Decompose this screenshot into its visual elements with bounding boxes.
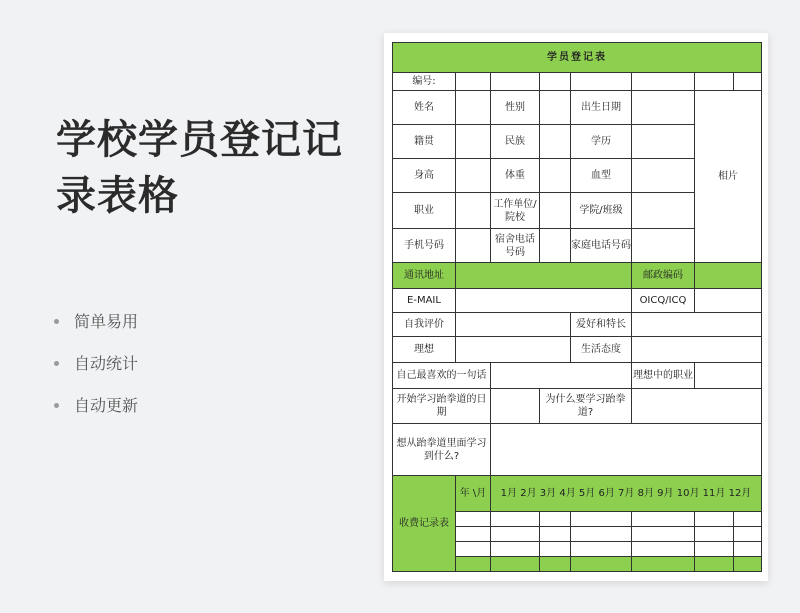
height-label: 身高 bbox=[393, 159, 456, 193]
college-class-value[interactable] bbox=[632, 193, 695, 229]
weight-label: 体重 bbox=[491, 159, 540, 193]
home-phone-label: 家庭电话号码 bbox=[571, 229, 632, 263]
fee-cell[interactable] bbox=[491, 512, 540, 527]
fee-cell[interactable] bbox=[571, 512, 632, 527]
postcode-value[interactable] bbox=[695, 263, 762, 289]
expect-learn-value[interactable] bbox=[491, 424, 762, 476]
feature-label: 自动统计 bbox=[74, 354, 139, 373]
attitude-label: 生活态度 bbox=[571, 337, 632, 363]
fee-cell[interactable] bbox=[695, 512, 734, 527]
month-label: 3月 bbox=[539, 488, 557, 499]
fee-cell[interactable] bbox=[695, 542, 734, 557]
education-value[interactable] bbox=[632, 125, 695, 159]
height-value[interactable] bbox=[456, 159, 491, 193]
bullet-dot-icon bbox=[54, 403, 59, 408]
feature-item bbox=[52, 308, 138, 350]
fee-cell[interactable] bbox=[571, 527, 632, 542]
fee-cell[interactable] bbox=[456, 542, 491, 557]
month-label: 8月 bbox=[637, 488, 654, 499]
weight-value[interactable] bbox=[540, 159, 571, 193]
feature-list bbox=[52, 308, 138, 434]
dorm-phone-label: 宿舍电话号码 bbox=[491, 229, 540, 263]
dorm-phone-value[interactable] bbox=[540, 229, 571, 263]
ethnicity-label: 民族 bbox=[491, 125, 540, 159]
bullet-dot-icon bbox=[54, 361, 59, 366]
ideal-value[interactable] bbox=[456, 337, 571, 363]
bullet-dot-icon bbox=[54, 319, 59, 324]
email-value[interactable] bbox=[456, 289, 632, 313]
start-date-label: 开始学习跆拳道的日期 bbox=[393, 389, 491, 424]
registration-form-table bbox=[392, 42, 762, 572]
month-label: 12月 bbox=[728, 488, 752, 499]
ideal-job-value[interactable] bbox=[695, 363, 762, 389]
ideal-label: 理想 bbox=[393, 337, 456, 363]
home-phone-value[interactable] bbox=[632, 229, 695, 263]
fee-cell[interactable] bbox=[632, 557, 695, 572]
fee-cell[interactable] bbox=[456, 527, 491, 542]
ethnicity-value[interactable] bbox=[540, 125, 571, 159]
address-label: 通讯地址 bbox=[393, 263, 456, 289]
name-label: 姓名 bbox=[393, 91, 456, 125]
blood-type-value[interactable] bbox=[632, 159, 695, 193]
birth-date-label: 出生日期 bbox=[571, 91, 632, 125]
work-unit-value[interactable] bbox=[540, 193, 571, 229]
mobile-value[interactable] bbox=[456, 229, 491, 263]
form-title: 学员登记表 bbox=[393, 43, 762, 73]
qq-label: OICQ/ICQ bbox=[632, 289, 695, 313]
fee-cell[interactable] bbox=[571, 542, 632, 557]
fee-cell[interactable] bbox=[540, 512, 571, 527]
self-eval-value[interactable] bbox=[456, 313, 571, 337]
fee-cell[interactable] bbox=[456, 512, 491, 527]
month-label: 4月 bbox=[559, 488, 576, 499]
fee-cell[interactable] bbox=[491, 542, 540, 557]
number-cell[interactable] bbox=[734, 73, 762, 91]
occupation-label: 职业 bbox=[393, 193, 456, 229]
native-place-value[interactable] bbox=[456, 125, 491, 159]
fee-cell[interactable] bbox=[734, 512, 762, 527]
month-label: 7月 bbox=[618, 488, 635, 499]
month-label: 5月 bbox=[578, 488, 596, 499]
education-label: 学历 bbox=[571, 125, 632, 159]
qq-value[interactable] bbox=[695, 289, 762, 313]
college-class-label: 学院/班级 bbox=[571, 193, 632, 229]
native-place-label: 籍贯 bbox=[393, 125, 456, 159]
start-date-value[interactable] bbox=[491, 389, 540, 424]
blood-type-label: 血型 bbox=[571, 159, 632, 193]
year-month-header: 年 \月 bbox=[456, 476, 491, 512]
month-label: 9月 bbox=[657, 488, 674, 499]
name-value[interactable] bbox=[456, 91, 491, 125]
feature-item bbox=[52, 392, 138, 434]
number-label: 编号: bbox=[393, 73, 456, 91]
work-unit-label: 工作单位/院校 bbox=[491, 193, 540, 229]
why-learn-value[interactable] bbox=[632, 389, 762, 424]
number-cell[interactable] bbox=[632, 73, 695, 91]
mobile-label: 手机号码 bbox=[393, 229, 456, 263]
month-label: 11月 bbox=[702, 488, 726, 499]
photo-box[interactable]: 相片 bbox=[695, 91, 762, 263]
email-label: E-MAIL bbox=[393, 289, 456, 313]
fee-cell[interactable] bbox=[734, 542, 762, 557]
number-cell[interactable] bbox=[695, 73, 734, 91]
fee-cell[interactable] bbox=[540, 557, 571, 572]
why-learn-label: 为什么要学习跆拳道? bbox=[540, 389, 632, 424]
favorite-quote-value[interactable] bbox=[491, 363, 632, 389]
fee-cell[interactable] bbox=[491, 527, 540, 542]
number-cell[interactable] bbox=[491, 73, 540, 91]
gender-label: 性别 bbox=[491, 91, 540, 125]
months-header bbox=[491, 476, 762, 512]
fee-record-label: 收费记录表 bbox=[393, 476, 456, 572]
fee-cell[interactable] bbox=[632, 527, 695, 542]
feature-label: 简单易用 bbox=[74, 312, 139, 331]
attitude-value[interactable] bbox=[632, 337, 762, 363]
fee-cell[interactable] bbox=[734, 557, 762, 572]
month-label: 6月 bbox=[598, 488, 615, 499]
fee-cell[interactable] bbox=[571, 557, 632, 572]
month-label: 1月 bbox=[500, 488, 518, 499]
feature-item bbox=[52, 350, 138, 392]
number-cell[interactable] bbox=[456, 73, 491, 91]
number-cell[interactable] bbox=[571, 73, 632, 91]
hobbies-label: 爱好和特长 bbox=[571, 313, 632, 337]
expect-learn-label: 想从跆拳道里面学习到什么? bbox=[393, 424, 491, 476]
feature-label: 自动更新 bbox=[74, 396, 139, 415]
month-label: 10月 bbox=[676, 488, 700, 499]
address-value[interactable] bbox=[456, 263, 632, 289]
hobbies-value[interactable] bbox=[632, 313, 762, 337]
form-preview-card bbox=[384, 33, 768, 581]
self-eval-label: 自我评价 bbox=[393, 313, 456, 337]
postcode-label: 邮政编码 bbox=[632, 263, 695, 289]
fee-cell[interactable] bbox=[734, 527, 762, 542]
fee-cell[interactable] bbox=[695, 527, 734, 542]
fee-cell[interactable] bbox=[456, 557, 491, 572]
favorite-quote-label: 自己最喜欢的一句话 bbox=[393, 363, 491, 389]
birth-date-value[interactable] bbox=[632, 91, 695, 125]
occupation-value[interactable] bbox=[456, 193, 491, 229]
page-title: 学校学员登记记录表格 bbox=[56, 117, 343, 219]
ideal-job-label: 理想中的职业 bbox=[632, 363, 695, 389]
month-label: 2月 bbox=[520, 488, 537, 499]
fee-cell[interactable] bbox=[540, 542, 571, 557]
fee-cell[interactable] bbox=[540, 527, 571, 542]
gender-value[interactable] bbox=[540, 91, 571, 125]
fee-cell[interactable] bbox=[632, 542, 695, 557]
fee-cell[interactable] bbox=[695, 557, 734, 572]
fee-cell[interactable] bbox=[491, 557, 540, 572]
fee-cell[interactable] bbox=[632, 512, 695, 527]
number-cell[interactable] bbox=[540, 73, 571, 91]
